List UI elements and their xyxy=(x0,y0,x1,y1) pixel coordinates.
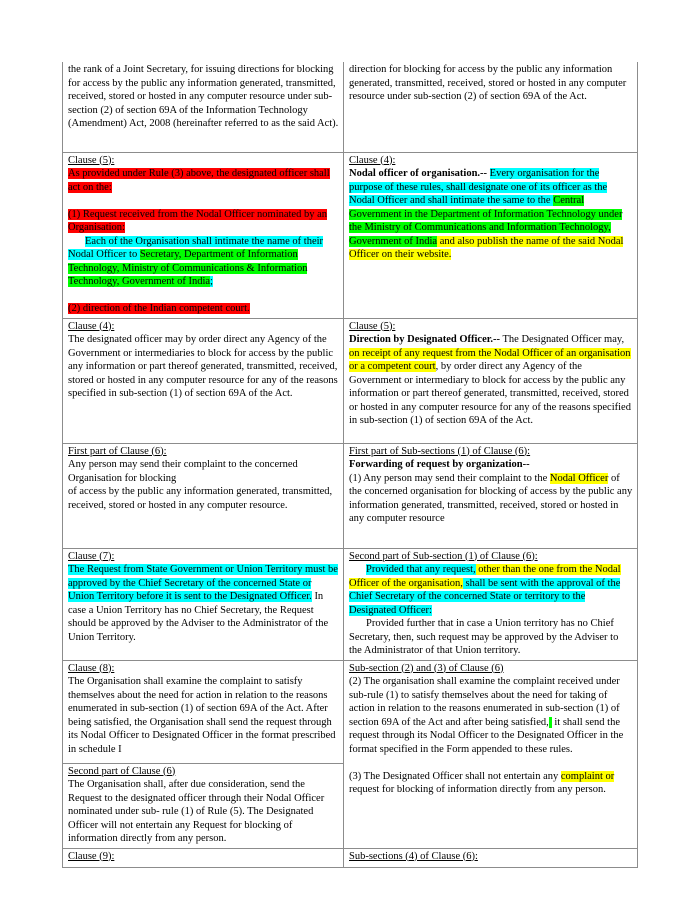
blank-line xyxy=(68,194,339,208)
paragraph xyxy=(68,320,339,334)
paragraph xyxy=(349,154,633,168)
paragraph xyxy=(349,770,633,797)
text-run: of the concerned organisation for blocking of access by the public any information generated, transmitted, received, stored or hosted in any computer resource xyxy=(349,472,633,524)
table-cell-left xyxy=(63,660,344,763)
heading-text: Clause (9): xyxy=(68,850,115,862)
paragraph xyxy=(349,563,633,617)
highlight-red-text: As provided under Rule (3) above, the designated officer shall act on the: xyxy=(68,168,330,193)
text-run: Provided further that in case a Union territory has no Chief Secretary, then, such request may be approved by the Adviser to the Administrator of that Union territory. xyxy=(349,618,619,656)
highlight-cyan-text: The Request from State Government or Union Territory must be approved by the Chief Secretary of the concerned State or Union Territory before it is sent to the Designated Officer. xyxy=(68,564,338,602)
text-run: request for blocking of information directly from any person. xyxy=(349,784,606,795)
highlight-yellow-text: complaint or xyxy=(560,770,615,782)
heading-text: Clause (4): xyxy=(349,154,396,166)
text-run: (3) The Designated Officer shall not entertain any xyxy=(349,770,561,782)
table-row xyxy=(63,660,638,763)
bold-text: Direction by Designated Officer.-- xyxy=(349,334,501,345)
text-run: (1) Any person may send their complaint to the xyxy=(349,472,550,484)
clause-comparison-table xyxy=(62,62,638,868)
highlight-cyan-text: Provided that any request, xyxy=(366,564,476,575)
paragraph xyxy=(349,617,633,658)
table-cell-right xyxy=(344,152,638,318)
table-row xyxy=(63,318,638,443)
text-run: it shall send the request through its Nodal Officer to the Designated Officer in the format specified in the Form appended to these rules. xyxy=(349,716,624,755)
heading-text: First part of Clause (6): xyxy=(68,445,167,457)
table-row xyxy=(63,548,638,660)
paragraph xyxy=(349,850,633,864)
highlight-red-text: (2) direction of the Indian competent court. xyxy=(68,303,250,314)
paragraph xyxy=(68,778,339,846)
heading-text: Clause (5): xyxy=(349,320,396,332)
paragraph xyxy=(349,445,633,459)
text-run: The Organisation shall, after due consideration, send the Request to the designated officer through their Nodal Officer nominated under sub- rule (1) of Rule (5). The Designated Officer will not entertain any Request for blocking of information directly from any person. xyxy=(68,779,325,844)
bold-text: Forwarding of request by organization-- xyxy=(349,459,530,470)
table-row xyxy=(63,443,638,548)
paragraph xyxy=(68,302,339,316)
paragraph xyxy=(68,765,339,779)
heading-text: Clause (7): xyxy=(68,550,115,562)
highlight-cyan-text: shall be sent with the approval of the Chief Secretary of the concerned State or territory to the Designated Officer: xyxy=(349,577,621,616)
paragraph xyxy=(349,550,633,564)
table-row xyxy=(63,62,638,152)
paragraph xyxy=(68,550,339,564)
paragraph xyxy=(68,208,339,235)
table-cell-left xyxy=(63,318,344,443)
table-cell-right xyxy=(344,318,638,443)
text-run: The designated officer may by order direct any Agency of the Government or intermediaries to block for access by the public any information or part thereof generated, transmitted, received, stored or hosted in any computer resource for any of the reasons specified in sub-section (1) of section 69A of the Act. xyxy=(68,334,338,399)
paragraph xyxy=(349,458,633,472)
highlight-yellow-text: Nodal Officer xyxy=(549,472,609,484)
paragraph xyxy=(68,333,339,401)
heading-text: Sub-section (2) and (3) of Clause (6) xyxy=(349,662,504,674)
table-cell-right xyxy=(344,548,638,660)
heading-text: Second part of Sub-section (1) of Clause (6): xyxy=(349,550,538,562)
heading-text: Clause (8): xyxy=(68,662,115,674)
table-cell-left xyxy=(63,848,344,867)
blank-line xyxy=(68,289,339,303)
table-cell-right xyxy=(344,660,638,848)
paragraph xyxy=(68,458,339,485)
text-run: The Organisation shall examine the complaint to satisfy themselves about the need for action in relation to the reasons enumerated in sub-section (1) of section 69A of the Act. After being satisfied, the Organisation shall send the request through its Nodal Officer to Designated Officer in the format prescribed in schedule I xyxy=(68,676,336,755)
text-run: the rank of a Joint Secretary, for issuing directions for blocking for access by the public any information generated, transmitted, received, stored or hosted in any computer resource under sub-section (2) of section 69A of the Information Technology (Amendment) Act, 2008 (hereinafter referred to as the said Act). xyxy=(68,64,339,129)
heading-text: Clause (5): xyxy=(68,154,115,166)
highlight-green-text: Central Government in the Department of Information Technology under the Ministry of Communications and Information Technology, Government of India xyxy=(349,195,623,247)
highlight-cyan-text: ; xyxy=(210,276,213,287)
highlight-yellow-text: and also publish the name of the said Nodal Officer on their website. xyxy=(349,235,624,260)
table-cell-left xyxy=(63,548,344,660)
paragraph xyxy=(68,63,339,131)
heading-text: Clause (4): xyxy=(68,320,115,332)
paragraph xyxy=(68,850,339,864)
text-run: (2) The organisation shall examine the complaint received under sub-rule (1) to satisfy themselves about the need for taking of action in relation to the reasons enumerated in sub-section (1) of section 69A of the Act and after being satisfied, xyxy=(349,676,620,728)
highlight-cyan-text: Each of the Organisation shall intimate the name of their Nodal Officer to xyxy=(68,235,324,260)
paragraph xyxy=(349,472,633,526)
paragraph xyxy=(349,320,633,334)
highlight-cyan-text: Every organisation for the purpose of these rules, shall designate one of its officer as the Nodal Officer and shall intimate the same to the xyxy=(349,168,608,206)
table-cell-left xyxy=(63,62,344,152)
text-run: The Designated Officer may, xyxy=(500,334,625,345)
paragraph xyxy=(68,563,339,644)
table-body xyxy=(63,62,638,867)
table-cell-left xyxy=(63,763,344,848)
highlight-red-text: (1) Request received from the Nodal Officer nominated by an Organisation: xyxy=(68,208,328,233)
table-cell-right xyxy=(344,848,638,867)
heading-text: Sub-sections (4) of Clause (6): xyxy=(349,850,478,862)
paragraph xyxy=(349,333,633,428)
bold-text: Nodal officer of organisation.-- xyxy=(349,168,488,179)
table-cell-left xyxy=(63,152,344,318)
paragraph xyxy=(68,485,339,512)
heading-text: First part of Sub-sections (1) of Clause (6): xyxy=(349,445,531,457)
text-run: of access by the public any information generated, transmitted, received, stored or hosted in any computer resource. xyxy=(68,486,333,511)
paragraph xyxy=(68,675,339,756)
blank-line xyxy=(349,756,633,770)
text-run: Any person may send their complaint to the concerned Organisation for blocking xyxy=(68,459,298,484)
table-cell-left xyxy=(63,443,344,548)
highlight-green-text: Secretary, Department of Information Technology, Ministry of Communications & Information Technology, Government of India xyxy=(68,249,308,287)
paragraph xyxy=(349,675,633,756)
table-row xyxy=(63,848,638,867)
paragraph xyxy=(68,662,339,676)
text-run: , by order direct any Agency of the Government or intermediary to block for access by the public any information or part thereof generated, transmitted, received, stored or hosted in any computer resource for any of the reasons specified in sub-section (1) of section 69A of the Act. xyxy=(349,361,631,426)
paragraph xyxy=(68,235,339,289)
text-run: In case a Union Territory has no Chief Secretary, the Request should be approved by the Adviser to the Administrator of the Union Territory. xyxy=(68,591,329,643)
text-run: direction for blocking for access by the public any information generated, transmitted, received, stored or hosted in any computer resource under sub-section (2) of section 69A of the Act. xyxy=(349,64,627,102)
paragraph xyxy=(68,167,339,194)
paragraph xyxy=(68,445,339,459)
highlight-yellow-text: other than the one from the Nodal Officer of the organisation, xyxy=(349,564,621,589)
paragraph xyxy=(349,662,633,676)
heading-text: Second part of Clause (6) xyxy=(68,765,176,777)
table-cell-right xyxy=(344,62,638,152)
table-row xyxy=(63,152,638,318)
paragraph xyxy=(349,167,633,262)
highlight-yellow-text: on receipt of any request from the Nodal Officer of an organisation or a competent court xyxy=(349,347,631,372)
paragraph xyxy=(349,63,633,104)
paragraph xyxy=(68,154,339,168)
table-cell-right xyxy=(344,443,638,548)
